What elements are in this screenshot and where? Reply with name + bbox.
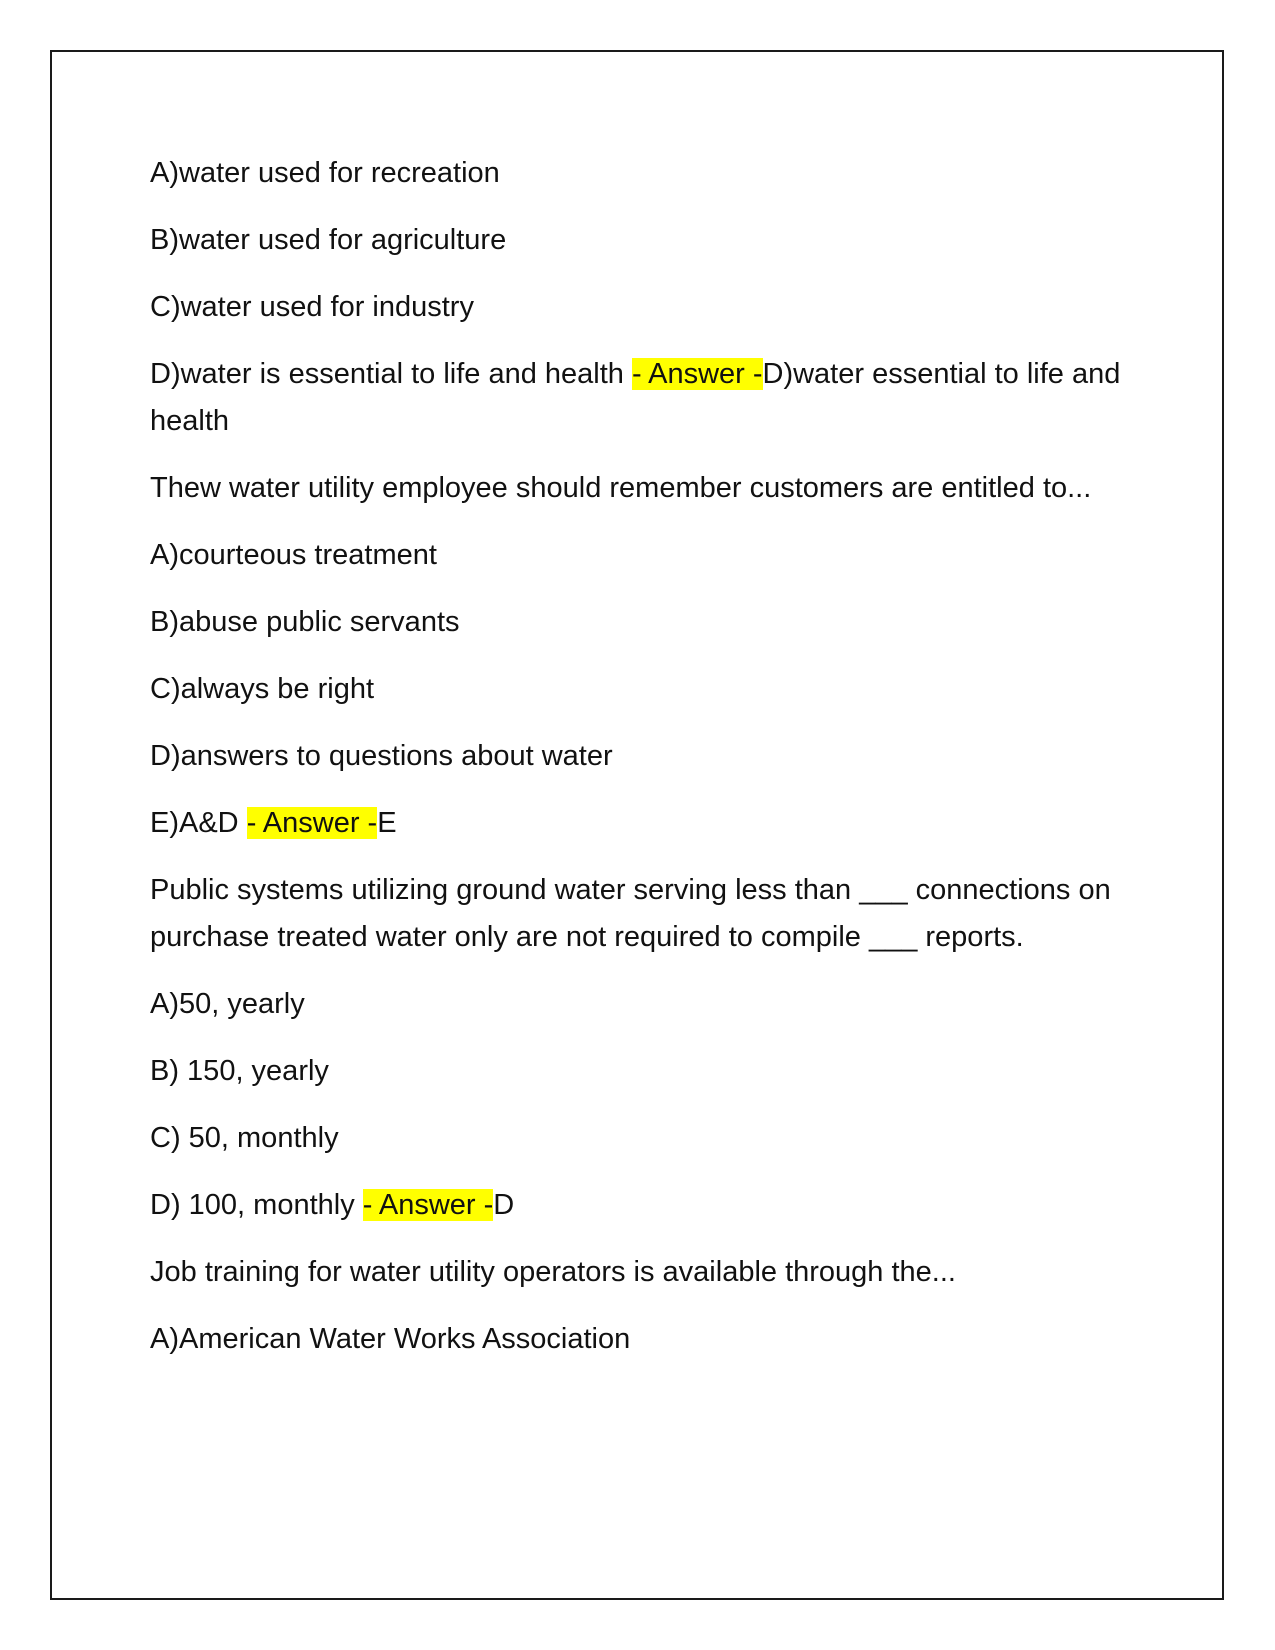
question-line: Job training for water utility operators is available through the... bbox=[150, 1256, 956, 1288]
option-line: C)water used for industry bbox=[150, 291, 474, 323]
answer-prefix: D) 100, monthly bbox=[150, 1189, 363, 1221]
answer-prefix: D)water is essential to life and health bbox=[150, 358, 632, 390]
option-line: C) 50, monthly bbox=[150, 1122, 339, 1154]
answer-line bbox=[150, 351, 1125, 445]
question-line: Thew water utility employee should remember customers are entitled to... bbox=[150, 472, 1092, 504]
option-line: A)courteous treatment bbox=[150, 539, 437, 571]
answer-line bbox=[150, 800, 1125, 847]
option-line: B) 150, yearly bbox=[150, 1055, 329, 1087]
answer-value: E bbox=[377, 807, 397, 839]
answer-prefix: E)A&D bbox=[150, 807, 247, 839]
answer-highlight: - Answer - bbox=[631, 358, 763, 390]
option-line: A)American Water Works Association bbox=[150, 1323, 631, 1355]
answer-highlight: - Answer - bbox=[362, 1189, 494, 1221]
option-line: C)always be right bbox=[150, 673, 375, 705]
option-line: A)50, yearly bbox=[150, 988, 305, 1020]
document-body bbox=[150, 150, 1125, 1383]
answer-line bbox=[150, 1182, 1125, 1229]
option-line: B)water used for agriculture bbox=[150, 224, 507, 256]
option-line: B)abuse public servants bbox=[150, 606, 460, 638]
option-line: A)water used for recreation bbox=[150, 157, 500, 189]
answer-value: D bbox=[493, 1189, 515, 1221]
question-line: Public systems utilizing ground water serving less than ___ connections on purchase treated water only are not required to compile ___ reports. bbox=[150, 874, 1111, 953]
answer-value: D)water essential to life and health bbox=[150, 358, 1121, 437]
answer-highlight: - Answer - bbox=[246, 807, 378, 839]
option-line: D)answers to questions about water bbox=[150, 740, 613, 772]
